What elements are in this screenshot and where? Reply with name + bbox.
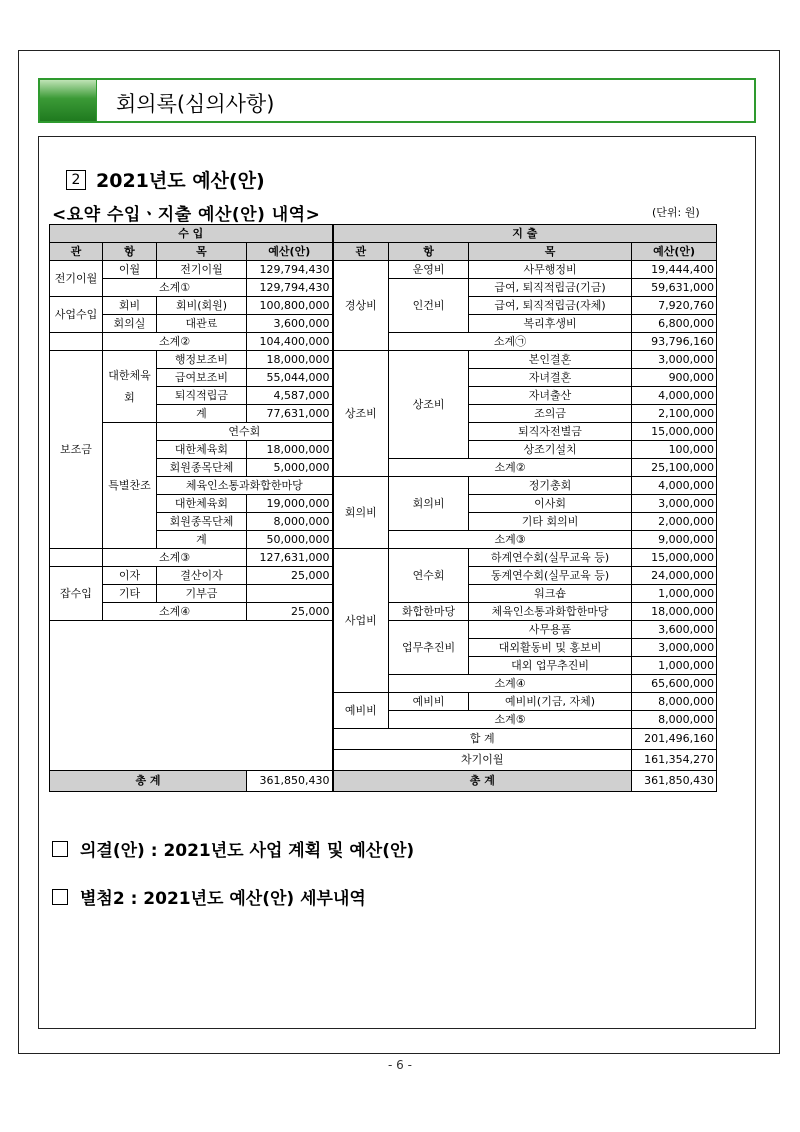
header-title: 회의록(심의사항) [116,92,275,116]
table-subtitle: <요약 수입ㆍ지출 예산(안) 내역> [52,205,321,225]
expense-header: 지 출 [333,225,717,243]
bullet-text: 별첨2 : 2021년도 예산(안) 세부내역 [80,889,366,909]
header-bar [38,78,756,123]
cell: 대외활동비 및 홍보비 [469,639,632,657]
cell: 129,794,430 [247,261,333,279]
cell: 사업비 [333,549,389,693]
cell: 161,354,270 [632,750,717,771]
cell: 50,000,000 [247,531,333,549]
cell: 대한체육회 [103,351,157,423]
cell: 기부금 [157,585,247,603]
cell: 3,000,000 [632,639,717,657]
cell: 100,800,000 [247,297,333,315]
table-row [50,549,717,567]
cell: 전기이월 [50,261,103,297]
bullet-resolution [52,836,414,861]
cell: 합 계 [333,729,632,750]
cell: 2,100,000 [632,405,717,423]
cell: 사무행정비 [469,261,632,279]
cell: 3,600,000 [247,315,333,333]
cell: 상조비 [333,351,389,477]
cell: 93,796,160 [632,333,717,351]
cell: 회의비 [333,477,389,549]
col-mok: 목 [157,243,247,261]
cell: 18,000,000 [632,603,717,621]
cell: 7,920,760 [632,297,717,315]
cell: 인건비 [389,279,469,333]
table-column-header [50,243,717,261]
table-row [50,261,717,279]
cell: 201,496,160 [632,729,717,750]
cell: 2,000,000 [632,513,717,531]
cell: 이월 [103,261,157,279]
cell: 55,044,000 [247,369,333,387]
cell: 본인결혼 [469,351,632,369]
cell: 소계② [389,459,632,477]
cell: 25,000 [247,567,333,585]
cell: 900,000 [632,369,717,387]
cell: 상조비 [389,351,469,459]
cell: 4,000,000 [632,387,717,405]
cell: 기타 회의비 [469,513,632,531]
cell: 잡수입 [50,567,103,621]
cell: 회원종목단체 [157,513,247,531]
cell: 8,000,000 [632,693,717,711]
cell: 1,000,000 [632,585,717,603]
cell: 동계연수회(실무교육 등) [469,567,632,585]
cell: 운영비 [389,261,469,279]
col-hang: 항 [103,243,157,261]
cell: 차기이월 [333,750,632,771]
cell: 3,000,000 [632,351,717,369]
cell: 급여보조비 [157,369,247,387]
cell: 퇴직자전별금 [469,423,632,441]
cell: 예비비 [389,693,469,711]
cell: 소계④ [389,675,632,693]
cell: 25,100,000 [632,459,717,477]
cell: 화합한마당 [389,603,469,621]
header-accent [40,80,96,121]
cell: 3,000,000 [632,495,717,513]
unit-label: (단위: 원) [652,206,700,219]
cell: 소계③ [389,531,632,549]
cell: 6,800,000 [632,315,717,333]
cell: 18,000,000 [247,351,333,369]
checkbox-square-icon [52,841,68,857]
cell: 8,000,000 [247,513,333,531]
cell: 복리후생비 [469,315,632,333]
cell: 기타 [103,585,157,603]
cell: 대관료 [157,315,247,333]
cell: 급여, 퇴직적립금(기금) [469,279,632,297]
cell: 결산이자 [157,567,247,585]
cell: 소계③ [103,549,247,567]
cell: 계 [157,531,247,549]
cell: 5,000,000 [247,459,333,477]
cell: 129,794,430 [247,279,333,297]
bullet-text: 의결(안) : 2021년도 사업 계획 및 예산(안) [80,841,415,861]
col-hang: 항 [389,243,469,261]
cell: 대한체육회 [157,495,247,513]
cell: 보조금 [50,351,103,549]
cell: 15,000,000 [632,549,717,567]
cell: 대외 업무추진비 [469,657,632,675]
income-total-amount: 361,850,430 [247,771,333,792]
table-row [50,351,717,369]
cell: 9,000,000 [632,531,717,549]
cell: 대한체육회 [157,441,247,459]
cell: 소계① [103,279,247,297]
cell: 체육인소통과화합한마당 [469,603,632,621]
cell: 25,000 [247,603,333,621]
cell: 행정보조비 [157,351,247,369]
cell: 회비 [103,297,157,315]
cell: 사무용품 [469,621,632,639]
cell: 연수회 [157,423,333,441]
cell: 업무추진비 [389,621,469,675]
cell: 104,400,000 [247,333,333,351]
cell: 127,631,000 [247,549,333,567]
header-divider [96,80,101,121]
expense-total-amount: 361,850,430 [632,771,717,792]
col-gwan: 관 [50,243,103,261]
cell: 상조기설치 [469,441,632,459]
page-number: - 6 - [388,1058,412,1072]
col-amount: 예산(안) [632,243,717,261]
cell: 소계④ [103,603,247,621]
cell: 회의실 [103,315,157,333]
cell: 18,000,000 [247,441,333,459]
cell: 경상비 [333,261,389,351]
cell: 소계⑤ [389,711,632,729]
cell: 77,631,000 [247,405,333,423]
col-mok: 목 [469,243,632,261]
income-header: 수 입 [50,225,333,243]
section-number: 2 [66,170,86,190]
cell: 15,000,000 [632,423,717,441]
cell: 100,000 [632,441,717,459]
cell: 65,600,000 [632,675,717,693]
expense-total-label: 총 계 [333,771,632,792]
cell: 사업수입 [50,297,103,333]
cell: 이사회 [469,495,632,513]
cell: 계 [157,405,247,423]
cell: 자녀출산 [469,387,632,405]
cell: 이자 [103,567,157,585]
cell: 정기총회 [469,477,632,495]
cell: 3,600,000 [632,621,717,639]
section-title [66,166,265,193]
col-amount: 예산(안) [247,243,333,261]
cell: 연수회 [389,549,469,603]
col-gwan: 관 [333,243,389,261]
cell: 예비비 [333,693,389,729]
cell: 체육인소통과화합한마당 [157,477,333,495]
checkbox-square-icon [52,889,68,905]
cell: 예비비(기금, 자체) [469,693,632,711]
cell: 회비(회원) [157,297,247,315]
cell: 회의비 [389,477,469,531]
cell: 8,000,000 [632,711,717,729]
cell: 하계연수회(실무교육 등) [469,549,632,567]
cell: 급여, 퇴직적립금(자체) [469,297,632,315]
cell: 4,587,000 [247,387,333,405]
cell: 전기이월 [157,261,247,279]
cell: 워크숍 [469,585,632,603]
income-total-label: 총 계 [50,771,247,792]
cell: 1,000,000 [632,657,717,675]
cell: 조의금 [469,405,632,423]
bullet-attachment [52,884,366,909]
cell: 19,000,000 [247,495,333,513]
cell: 특별찬조 [103,423,157,549]
table-group-header [50,225,717,243]
table-total-row [50,771,717,792]
budget-table [49,224,717,792]
cell: 자녀결혼 [469,369,632,387]
cell: 19,444,400 [632,261,717,279]
cell: 24,000,000 [632,567,717,585]
cell: 회원종목단체 [157,459,247,477]
cell: 소계㉠ [389,333,632,351]
cell: 4,000,000 [632,477,717,495]
section-title-text: 2021년도 예산(안) [96,170,265,192]
cell: 퇴직적립금 [157,387,247,405]
cell: 59,631,000 [632,279,717,297]
cell: 소계② [103,333,247,351]
